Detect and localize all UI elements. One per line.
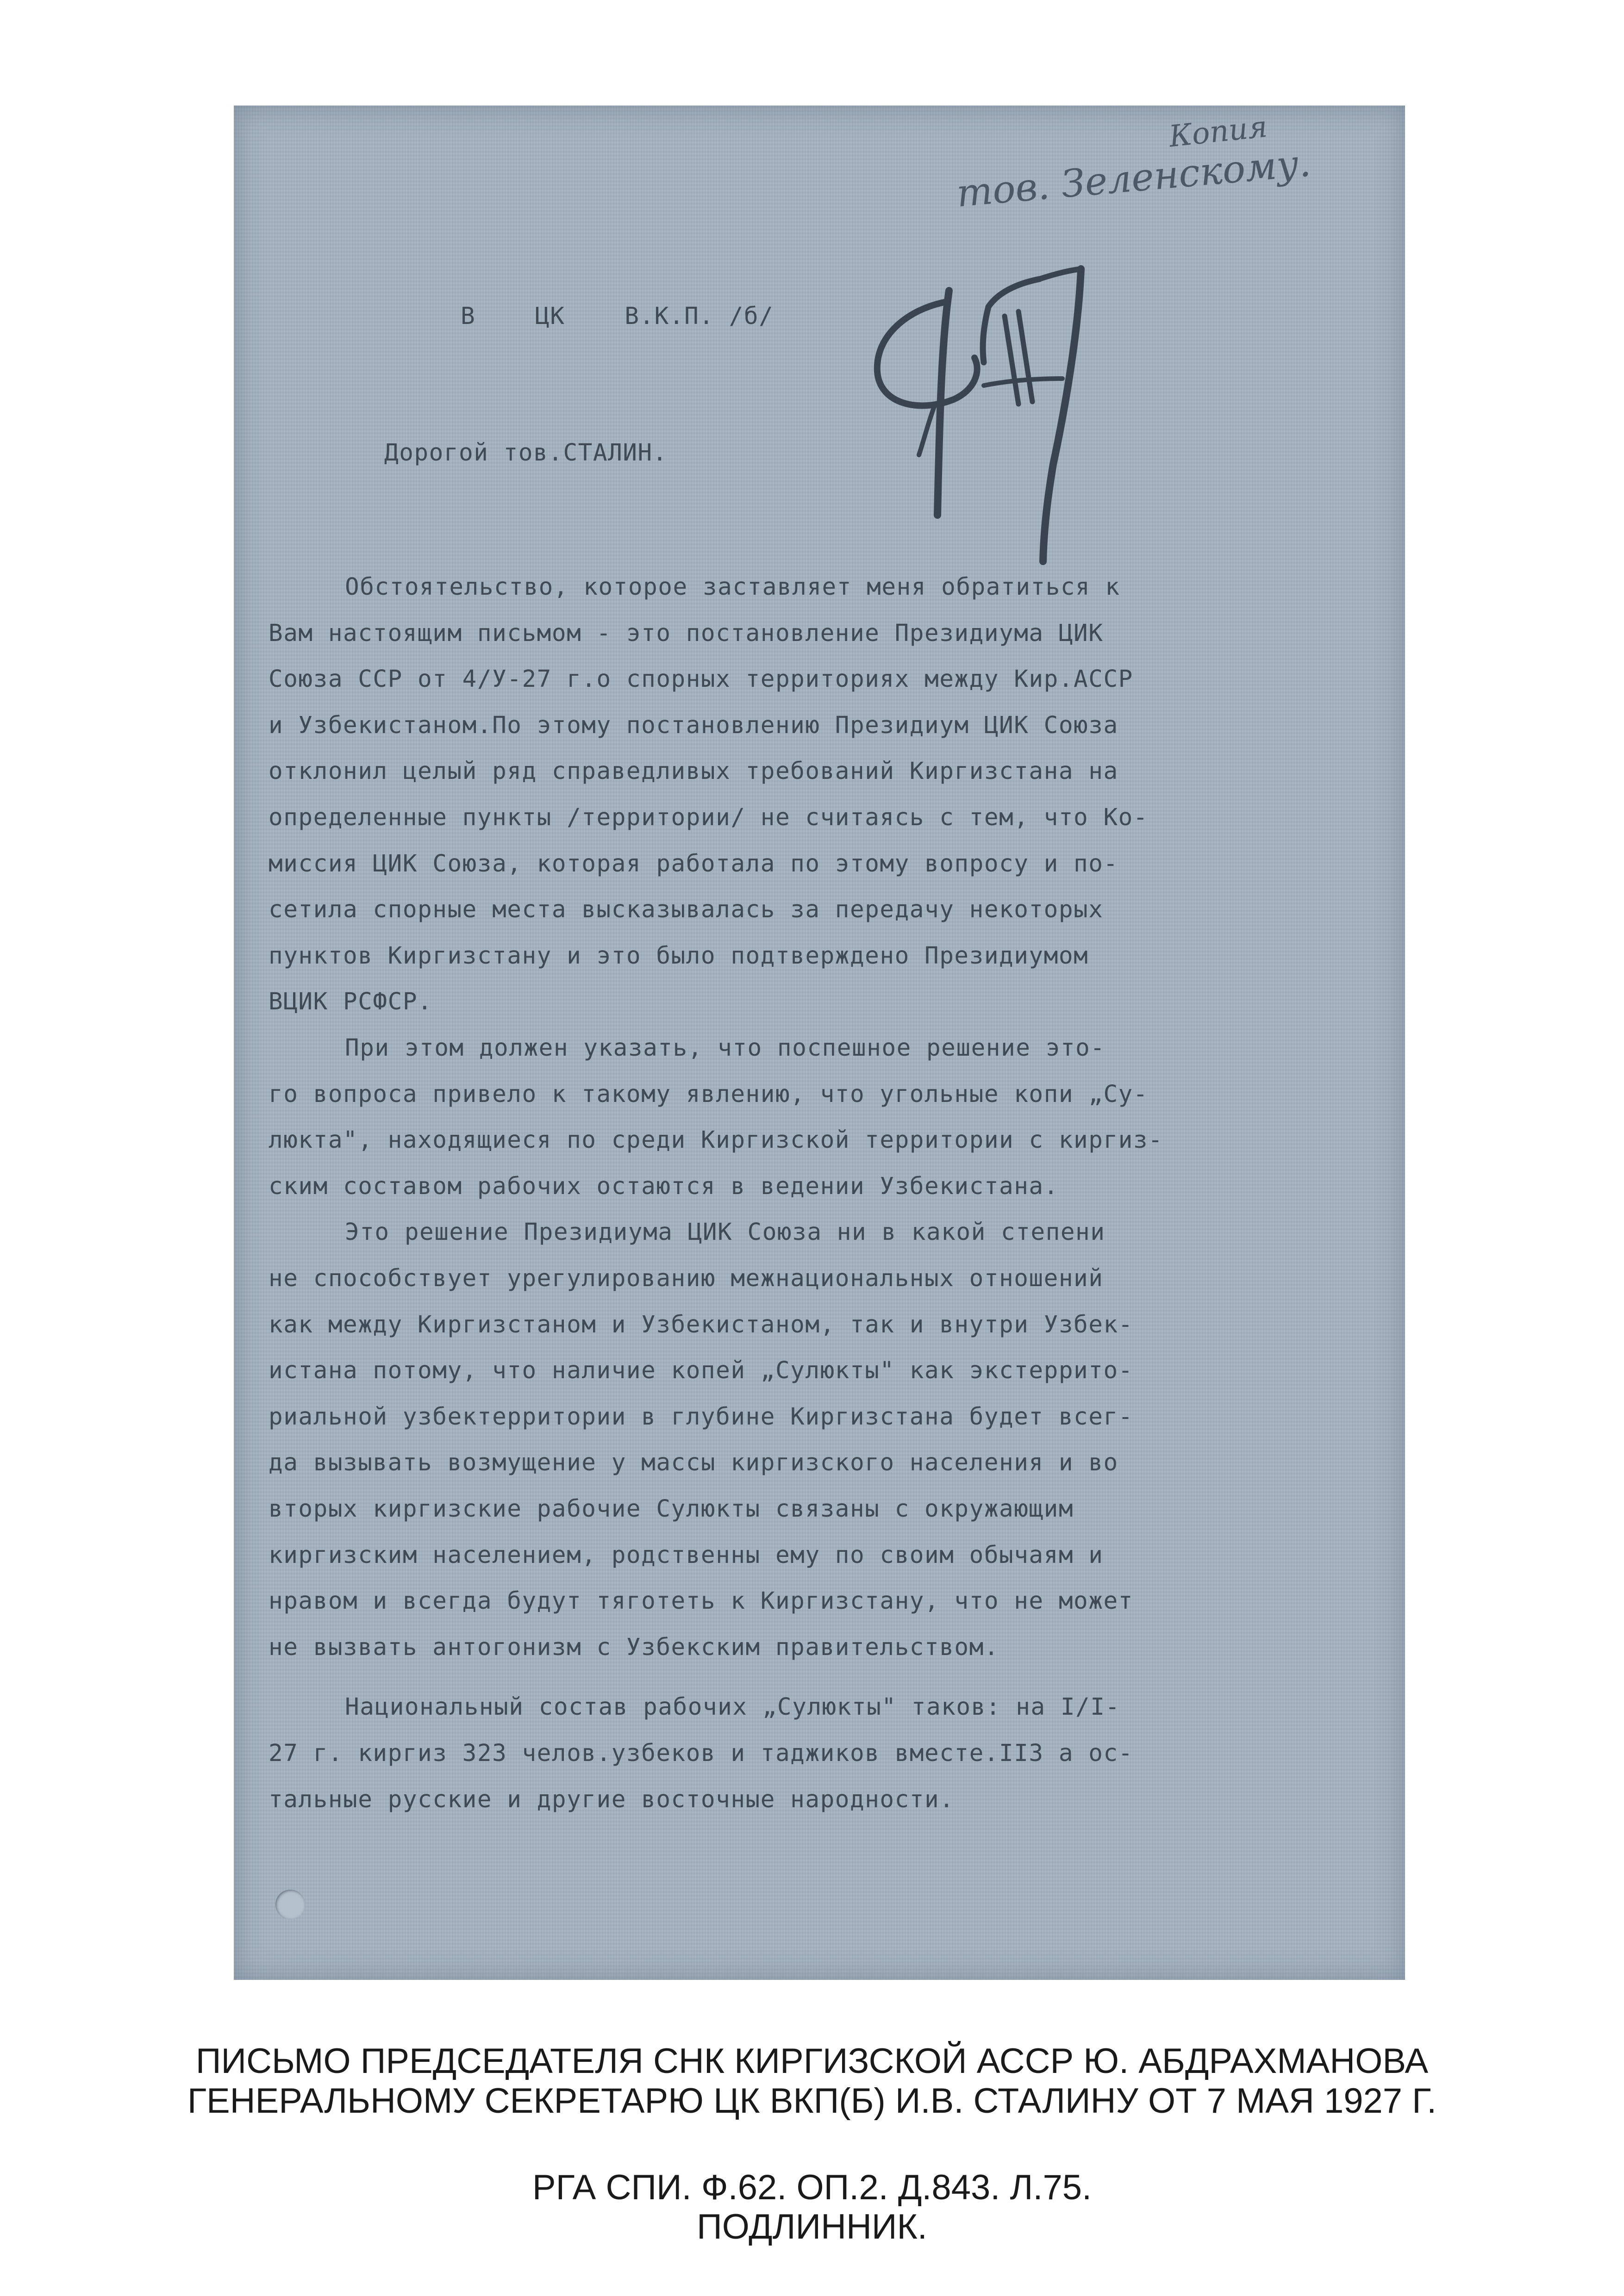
body-line: Вам настоящим письмом - это постановление Президиума ЦИК [269,620,1104,647]
body-line: вторых киргизские рабочие Сулюкты связаны с окружающим [269,1495,1074,1523]
body-line: тальные русские и другие восточные народности. [269,1786,955,1813]
salutation: Дорогой тов.СТАЛИН. [384,439,668,467]
body-line: ВЦИК РСФСР. [269,988,433,1015]
body-line: При этом должен указать, что поспешное решение это- [345,1034,1106,1062]
body-line: не вызвать антогонизм с Узбекским правительством. [269,1634,999,1661]
caption-archive-reference: РГА СПИ. Ф.62. ОП.2. Д.843. Л.75. [532,2168,1092,2207]
body-line: отклонил целый ряд справедливых требований Киргизстана на [269,758,1118,785]
body-line: Союза ССР от 4/У-27 г.о спорных территориях между Кир.АССР [269,666,1133,693]
body-line: го вопроса привело к такому явлению, что угольные копи „Су- [269,1081,1149,1108]
body-line: как между Киргизстаном и Узбекистаном, так и внутри Узбек- [269,1311,1133,1338]
body-line: риальной узбектерритории в глубине Киргизстана будет всег- [269,1403,1133,1431]
body-line: да вызывать возмущение у массы киргизского населения и во [269,1449,1118,1476]
body-line: пунктов Киргизстану и это было подтверждено Президиумом [269,942,1089,970]
body-line: нравом и всегда будут тяготеть к Киргизстану, что не может [269,1587,1133,1615]
caption-title-line-2: ГЕНЕРАЛЬНОМУ СЕКРЕТАРЮ ЦК ВКП(Б) И.В. СТАЛИНУ ОТ 7 МАЯ 1927 Г. [187,2081,1437,2121]
handwritten-recipient-note: тов. Зеленскому. [955,141,1312,216]
letter-scan [234,106,1405,1980]
body-line: сетила спорные места высказывалась за передачу некоторых [269,896,1104,923]
punch-hole [275,1890,305,1919]
body-line: люкта", находящиеся по среди Киргизской территории с киргиз- [269,1126,1163,1154]
body-line: истана потому, что наличие копей „Сулюкты" как экстеррито- [269,1357,1133,1384]
caption-title-line-1: ПИСЬМО ПРЕДСЕДАТЕЛЯ СНК КИРГИЗСКОЙ АССР Ю. АБДРАХМАНОВА [195,2041,1429,2081]
body-line: миссия ЦИК Союза, которая работала по этому вопросу и по- [269,850,1118,877]
body-line: определенные пункты /территории/ не считаясь с тем, что Ко- [269,804,1149,831]
handwritten-copy-mark: Копия [1167,110,1269,154]
addressee-line: В ЦК В.К.П. /б/ [461,303,774,330]
body-line: 27 г. киргиз 323 челов.узбеков и таджиков вместе.II3 а ос- [269,1740,1133,1767]
caption-original-note: ПОДЛИННИК. [697,2207,927,2246]
body-line: не способствует урегулированию межнациональных отношений [269,1265,1104,1292]
body-line: ским составом рабочих остаются в ведении Узбекистана. [269,1173,1059,1200]
body-line: Национальный состав рабочих „Сулюкты" таков: на I/I- [345,1693,1120,1721]
body-line: Обстоятельство, которое заставляет меня обратиться к [345,573,1120,601]
body-line: и Узбекистаном.По этому постановлению Президиум ЦИК Союза [269,712,1118,739]
pencil-resolution-mark [849,265,1109,566]
body-line: киргизским населением, родственны ему по своим обычаям и [269,1542,1104,1569]
body-line: Это решение Президиума ЦИК Союза ни в какой степени [345,1219,1106,1246]
